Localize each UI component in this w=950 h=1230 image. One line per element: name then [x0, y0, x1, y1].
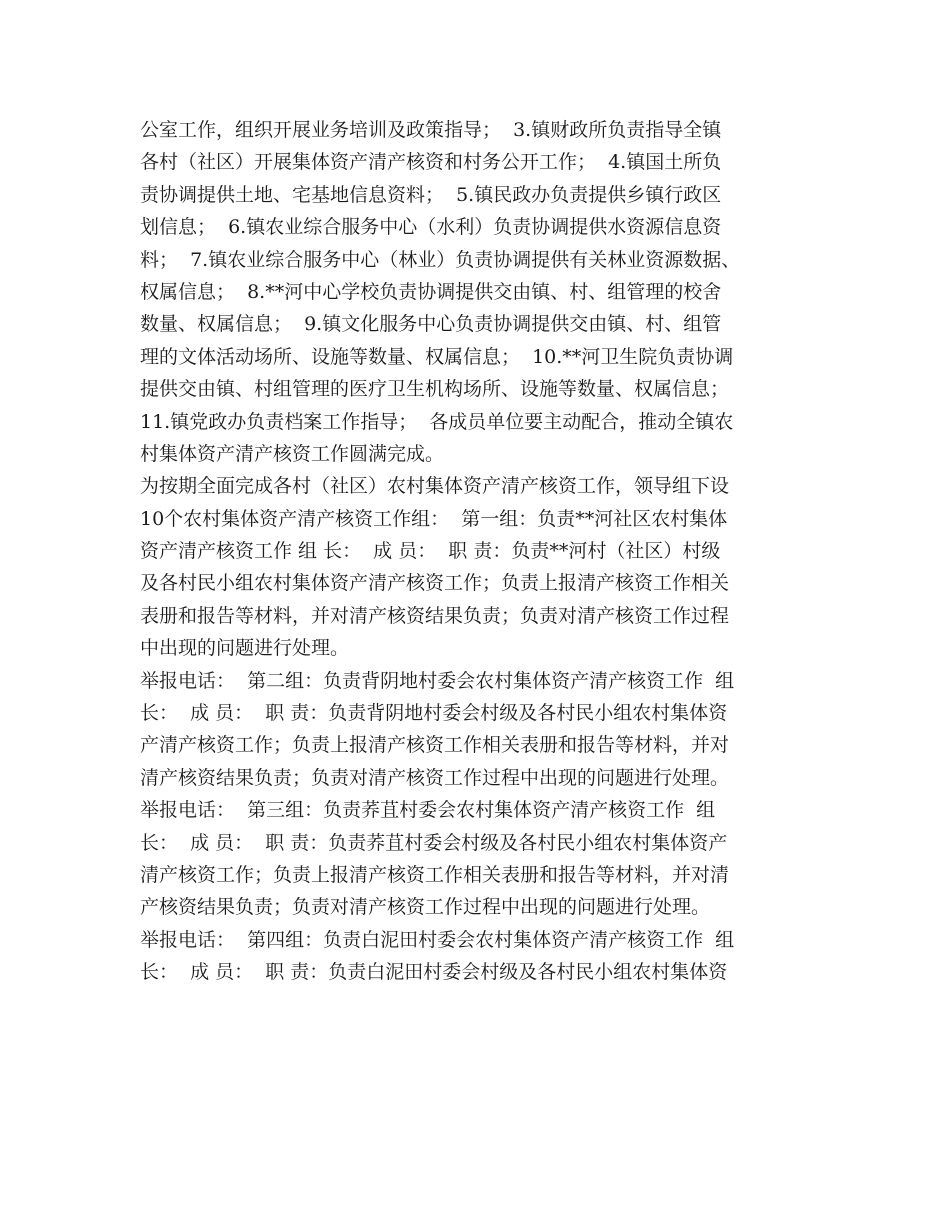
text-line-1: 公室工作，组织开展业务培训及政策指导； 3.镇财政所负责指导全镇 — [140, 119, 722, 141]
text-line-13: 10个农村集体资产清产核资工作组： 第一组：负责**河社区农村集体 — [140, 507, 728, 530]
text-line-3: 责协调提供土地、宅基地信息资料； 5.镇民政办负责提供乡镇行政区 — [140, 183, 722, 206]
text-line-22: 举报电话： 第三组：负责荞苴村委会农村集体资产清产核资工作 组 — [140, 799, 716, 822]
text-line-14: 资产清产核资工作 组 长： 成 员： 职 责：负责**河村（社区）村级 — [140, 540, 721, 563]
text-line-9: 提供交由镇、村组管理的医疗卫生机构场所、设施等数量、权属信息； — [140, 378, 730, 401]
text-line-17: 中出现的问题进行处理。 — [140, 637, 350, 660]
text-line-5: 料； 7.镇农业综合服务中心（林业）负责协调提供有关林业资源数据、 — [140, 248, 741, 271]
text-line-26: 举报电话： 第四组：负责白泥田村委会农村集体资产清产核资工作 组 — [140, 928, 735, 951]
text-line-24: 清产核资工作；负责上报清产核资工作相关表册和报告等材料，并对清 — [140, 863, 730, 886]
text-line-25: 产核资结果负责；负责对清产核资工作过程中出现的问题进行处理。 — [140, 896, 711, 919]
text-line-4: 划信息； 6.镇农业综合服务中心（水利）负责协调提供水资源信息资 — [140, 216, 722, 239]
text-line-20: 产清产核资工作；负责上报清产核资工作相关表册和报告等材料，并对 — [140, 734, 730, 757]
text-line-8: 理的文体活动场所、设施等数量、权属信息； 10.**河卫生院负责协调 — [140, 345, 734, 368]
text-line-15: 及各村民小组农村集体资产清产核资工作；负责上报清产核资工作相关 — [140, 572, 730, 595]
text-line-2: 各村（社区）开展集体资产清产核资和村务公开工作； 4.镇国土所负 — [140, 151, 722, 174]
text-line-12: 为按期全面完成各村（社区）农村集体资产清产核资工作，领导组下设 — [140, 475, 730, 498]
text-line-16: 表册和报告等材料，并对清产核资结果负责；负责对清产核资工作过程 — [140, 604, 730, 627]
text-line-10: 11.镇党政办负责档案工作指导； 各成员单位要主动配合，推动全镇农 — [140, 410, 734, 433]
text-line-23: 长： 成 员： 职 责：负责荞苴村委会村级及各村民小组农村集体资产 — [140, 831, 728, 854]
text-line-11: 村集体资产清产核资工作圆满完成。 — [140, 442, 445, 465]
text-line-21: 清产核资结果负责；负责对清产核资工作过程中出现的问题进行处理。 — [140, 766, 730, 789]
text-line-18: 举报电话： 第二组：负责背阴地村委会农村集体资产清产核资工作 组 — [140, 669, 735, 692]
text-line-27: 长： 成 员： 职 责：负责白泥田村委会村级及各村民小组农村集体资 — [140, 961, 728, 984]
text-line-6: 权属信息； 8.**河中心学校负责协调提供交由镇、村、组管理的校舍 — [140, 280, 722, 303]
text-line-7: 数量、权属信息； 9.镇文化服务中心负责协调提供交由镇、村、组管 — [140, 313, 722, 336]
text-line-19: 长： 成 员： 职 责：负责背阴地村委会村级及各村民小组农村集体资 — [140, 702, 728, 725]
document-body-text — [140, 114, 830, 989]
